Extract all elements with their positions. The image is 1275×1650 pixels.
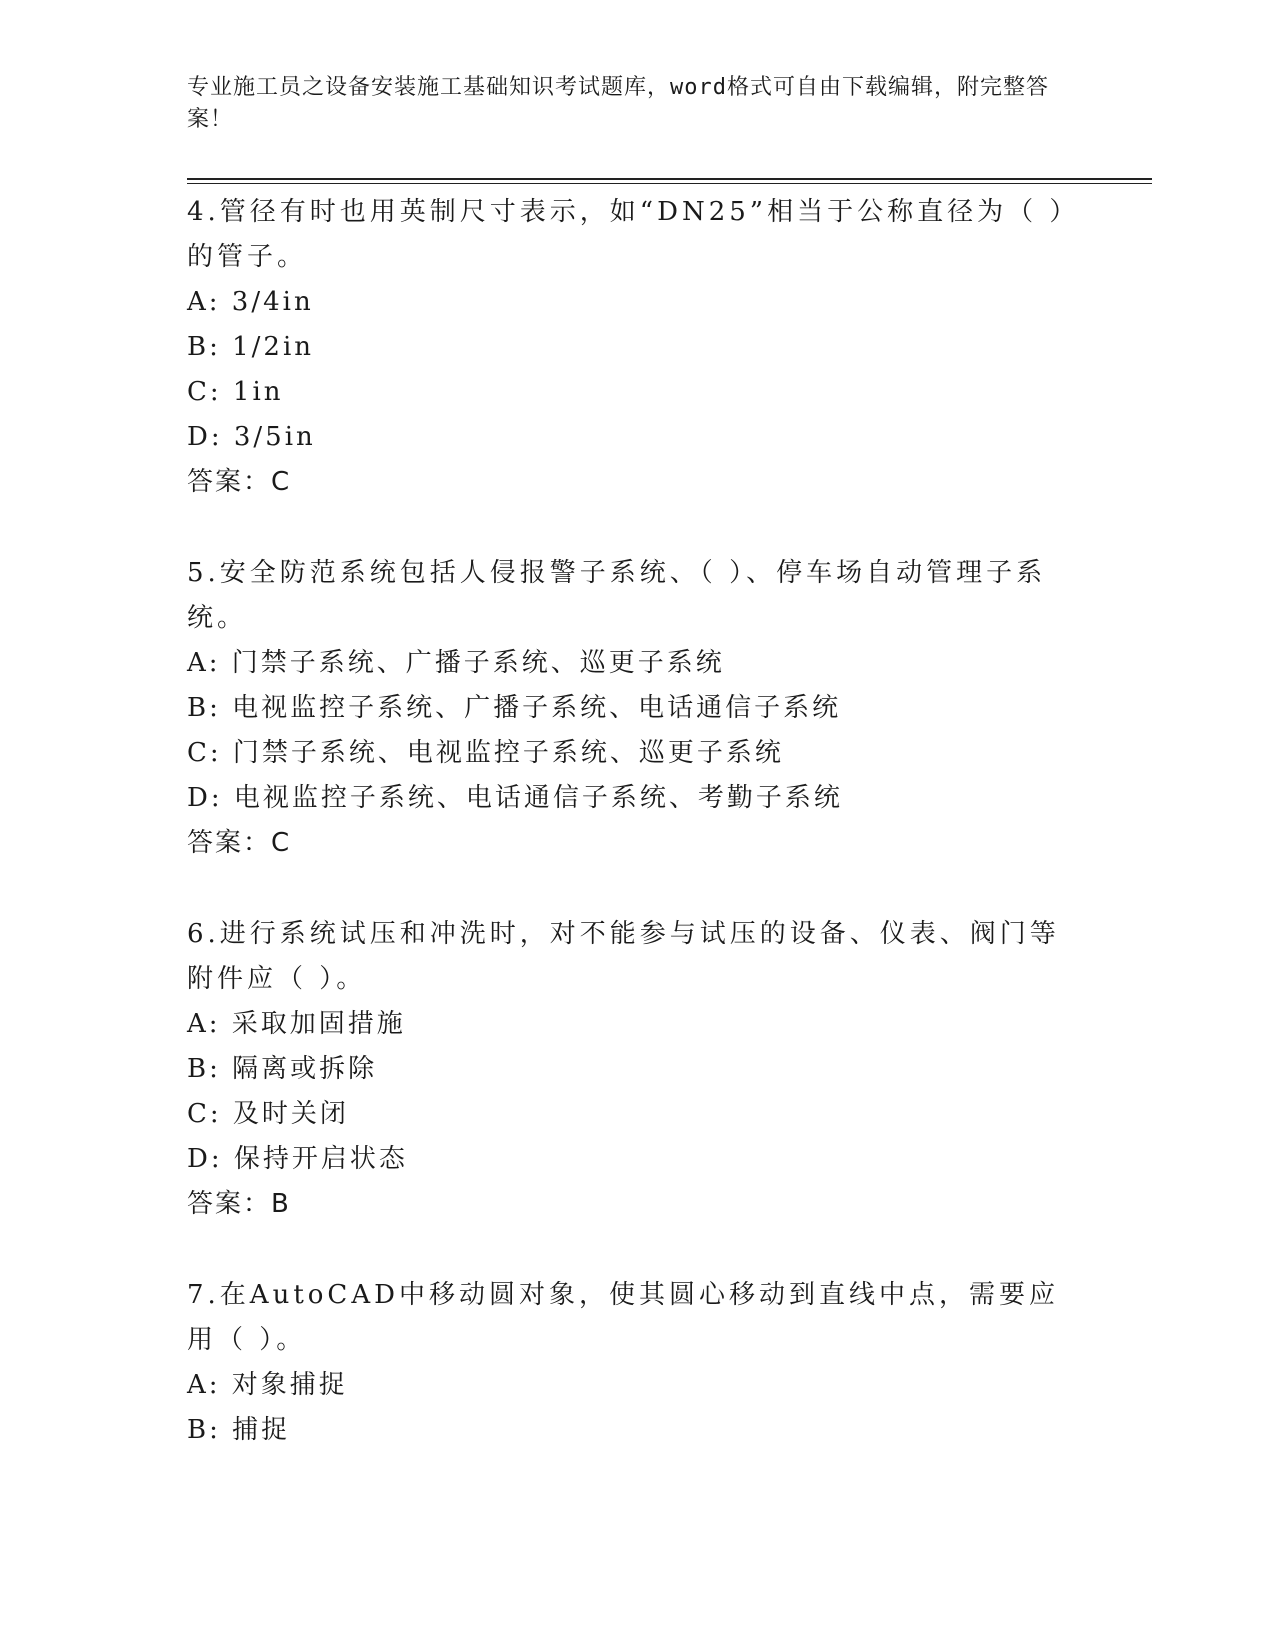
question-text: 4.管径有时也用英制尺寸表示，如“DN25”相当于公称直径为（ ）的管子。	[187, 197, 1067, 272]
answer-option: B: 隔离或拆除	[187, 1054, 378, 1084]
answer-option: A: 3/4in	[187, 287, 314, 317]
question-text: 7.在AutoCAD中移动圆对象，使其圆心移动到直线中点，需要应用（ ）。	[187, 1280, 1059, 1355]
answer-key: 答案：C	[187, 828, 292, 858]
answer-option: D: 3/5in	[187, 422, 316, 452]
answer-key: 答案：C	[187, 467, 292, 497]
header-rule	[187, 183, 1152, 184]
question-text: 6.进行系统试压和冲洗时，对不能参与试压的设备、仪表、阀门等附件应（ ）。	[187, 919, 1060, 994]
answer-option: B: 电视监控子系统、广播子系统、电话通信子系统	[187, 693, 842, 723]
answer-option: A: 门禁子系统、广播子系统、巡更子系统	[187, 648, 725, 678]
question-block	[187, 1273, 1087, 1453]
answer-option: B: 捕捉	[187, 1415, 291, 1445]
answer-option: C: 1in	[187, 377, 284, 407]
answer-option: C: 及时关闭	[187, 1099, 349, 1129]
document-intro: 专业施工员之设备安装施工基础知识考试题库，word格式可自由下载编辑，附完整答案！	[187, 75, 1049, 132]
answer-option: A: 采取加固措施	[187, 1009, 406, 1039]
question-block	[187, 912, 1087, 1227]
answer-option: A: 对象捕捉	[187, 1370, 348, 1400]
header-rule	[187, 178, 1152, 180]
answer-option: D: 电视监控子系统、电话通信子系统、考勤子系统	[187, 783, 843, 813]
answer-option: C: 门禁子系统、电视监控子系统、巡更子系统	[187, 738, 784, 768]
answer-key: 答案：B	[187, 1189, 291, 1219]
answer-option: B: 1/2in	[187, 332, 315, 362]
question-text: 5.安全防范系统包括人侵报警子系统、（ ）、停车场自动管理子系统。	[187, 558, 1047, 633]
question-block	[187, 551, 1087, 866]
question-list	[187, 190, 1087, 1499]
question-block	[187, 190, 1087, 505]
answer-option: D: 保持开启状态	[187, 1144, 408, 1174]
